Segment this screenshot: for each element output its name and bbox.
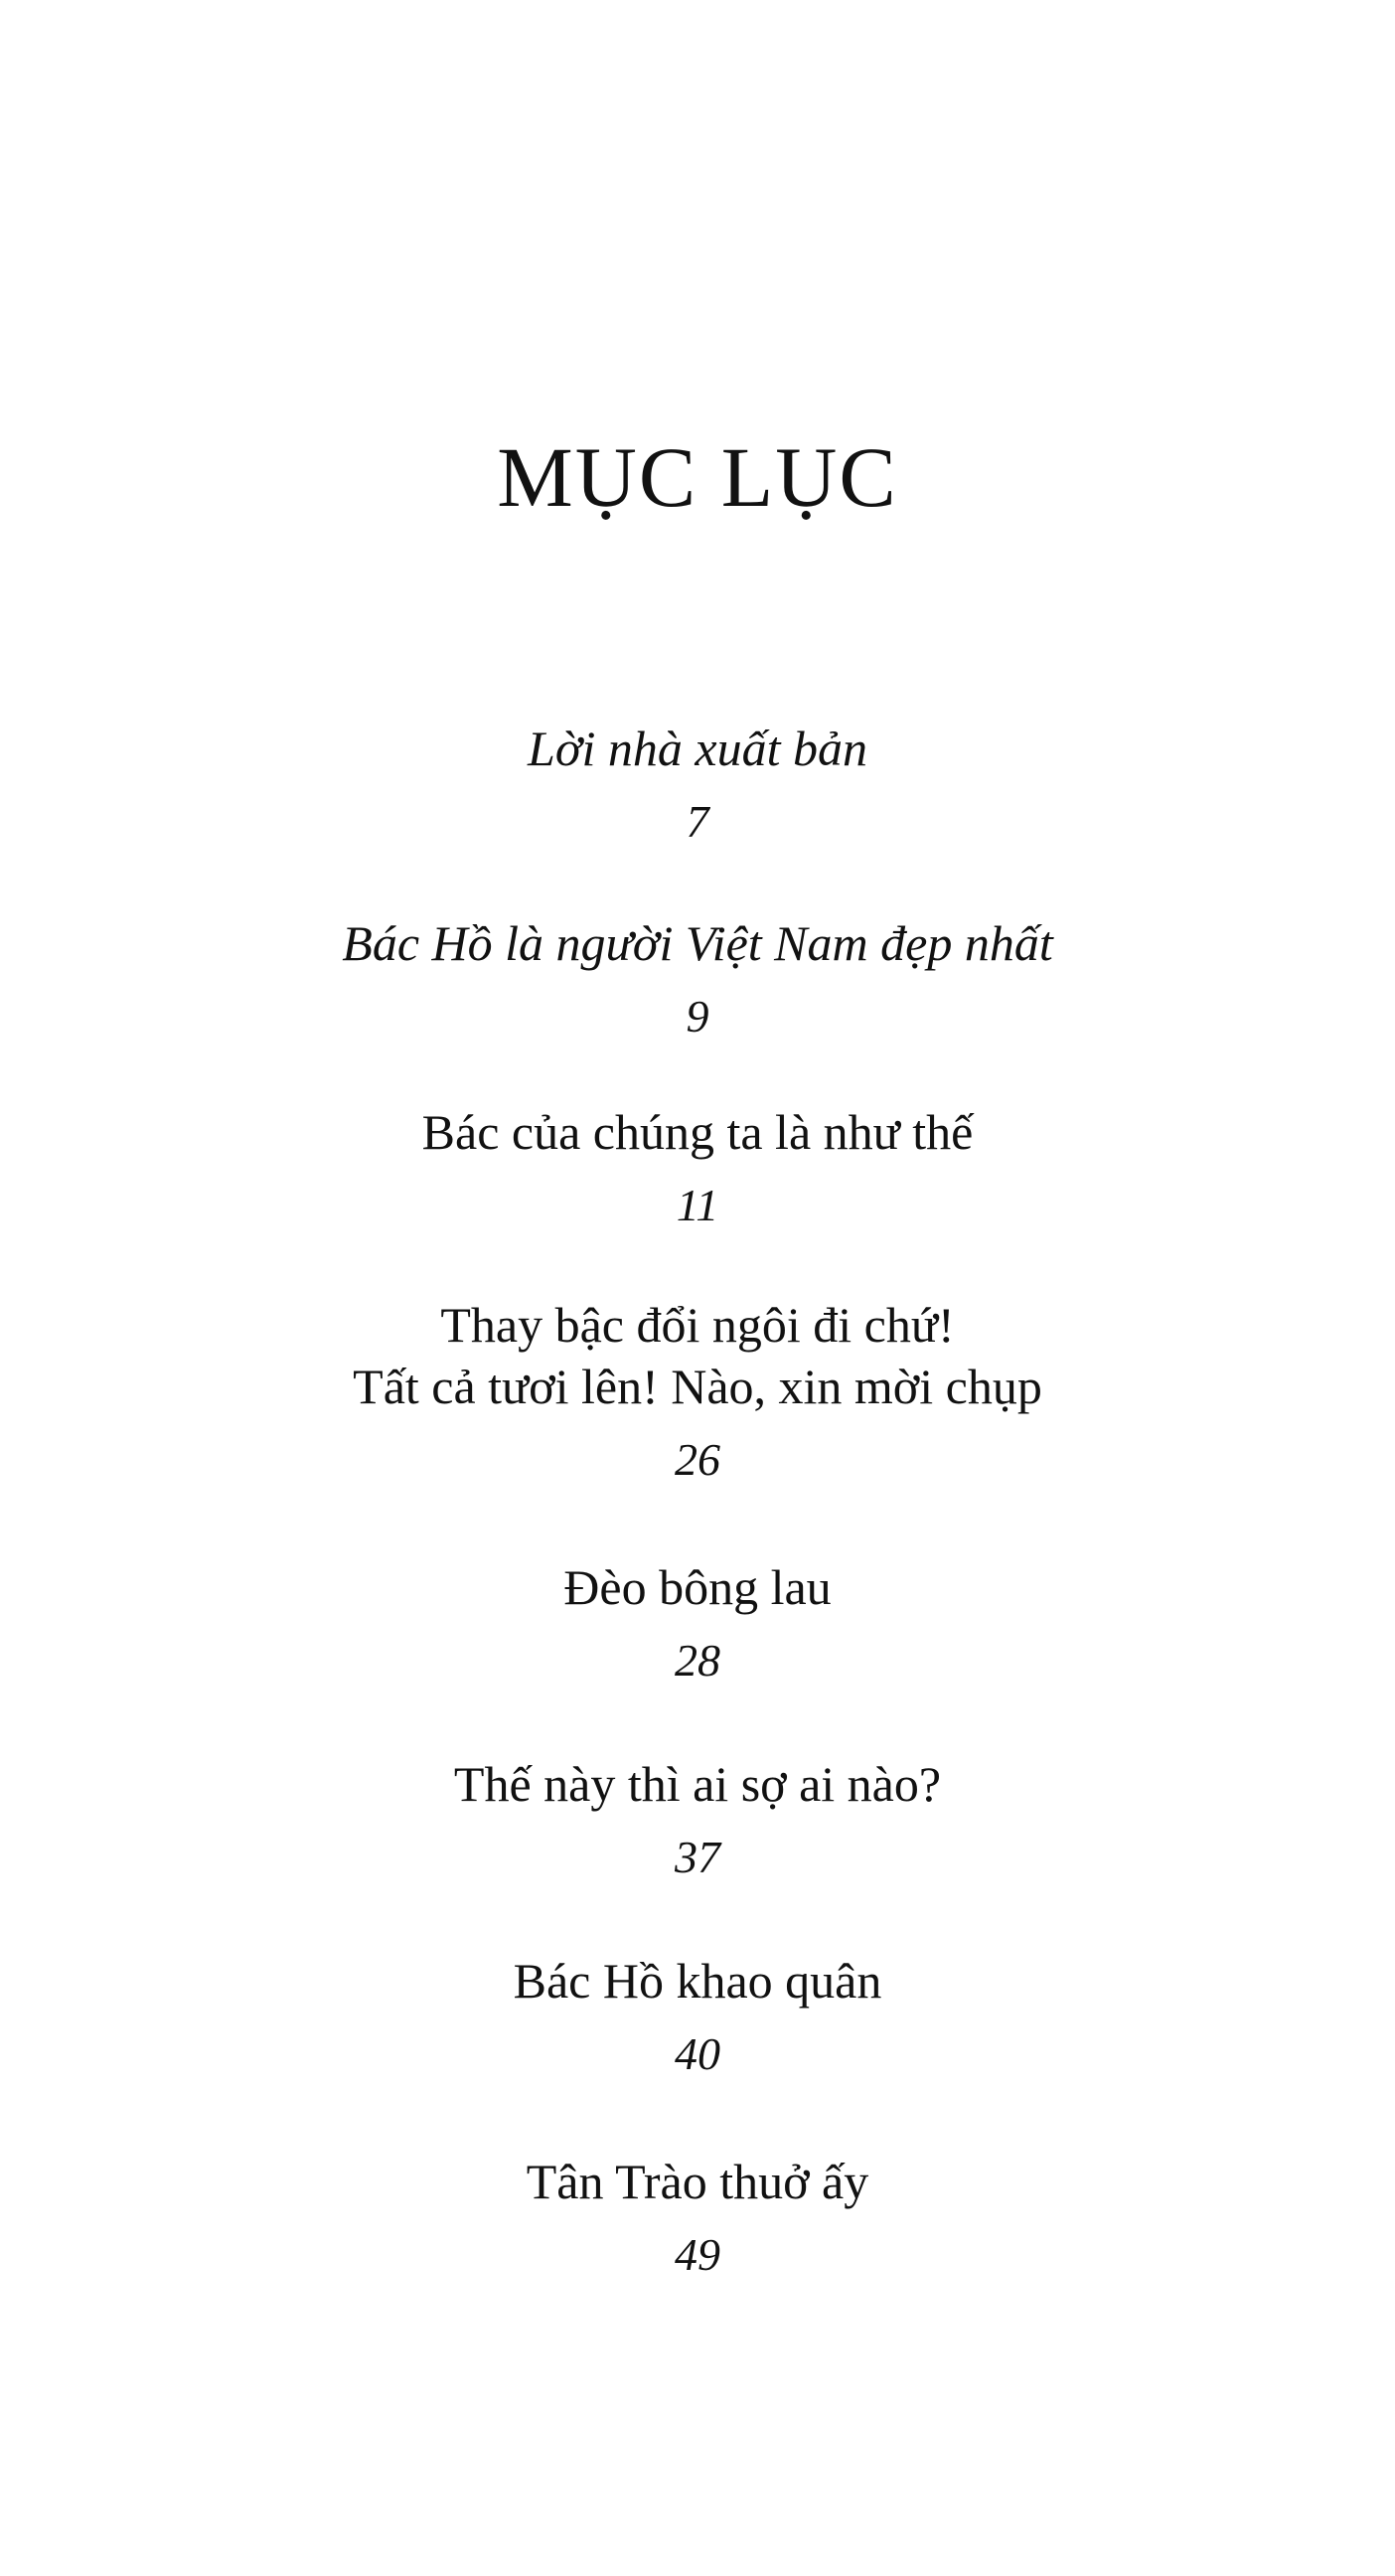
toc-entry-bac-ho-khao-quan [0, 1950, 1395, 2085]
toc-entry-title: Bác của chúng ta là như thế [421, 1104, 974, 1160]
page-title: MỤC LỤC [497, 429, 898, 525]
toc-entry-tan-trao-thuo-ay [0, 2151, 1395, 2286]
toc-entry-title-line-1: Thay bậc đổi ngôi đi chứ! [440, 1297, 955, 1353]
toc-entry-title: Tân Trào thuở ấy [526, 2154, 869, 2209]
toc-entry-title: Thế này thì ai sợ ai nào? [453, 1756, 942, 1812]
toc-entry-page-number: 7 [686, 796, 709, 847]
toc-entry-page-number: 37 [675, 1832, 720, 1882]
toc-entry-deo-bong-lau [0, 1556, 1395, 1691]
toc-entry-title: Bác Hồ khao quân [513, 1953, 882, 2009]
toc-entry-bac-cua-chung-ta-la-nhu-the [0, 1101, 1395, 1236]
toc-entry-the-nay-thi-ai-so-ai-nao [0, 1753, 1395, 1888]
toc-entry-page-number: 11 [676, 1180, 719, 1230]
toc-entry-title-line-2: Tất cả tươi lên! Nào, xin mời chụp [353, 1359, 1042, 1414]
toc-entry-page-number: 28 [675, 1635, 720, 1686]
toc-entry-page-number: 49 [675, 2229, 720, 2280]
toc-entry-bac-ho-la-nguoi-viet-nam-dep-nhat [0, 912, 1395, 1047]
toc-entry-title: Đèo bông lau [563, 1559, 832, 1615]
toc-entry-title: Bác Hồ là người Việt Nam đẹp nhất [342, 915, 1053, 971]
toc-entry-page-number: 26 [675, 1434, 720, 1485]
toc-entry-page-number: 9 [686, 991, 709, 1042]
toc-entry-page-number: 40 [675, 2028, 720, 2079]
toc-entry-loi-nha-xuat-ban [0, 718, 1395, 853]
toc-entry-title: Lời nhà xuất bản [528, 721, 867, 776]
toc-entry-thay-bac-doi-ngoi-di-chu [0, 1294, 1395, 1491]
